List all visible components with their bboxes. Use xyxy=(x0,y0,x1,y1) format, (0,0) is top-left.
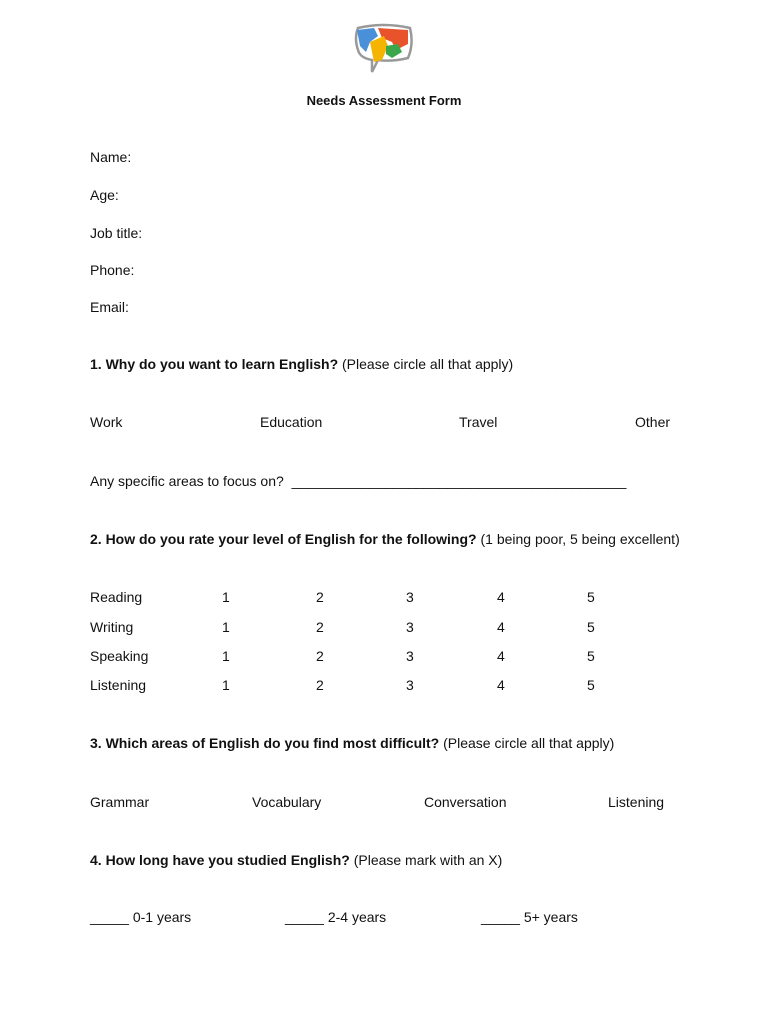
rating-option[interactable]: 2 xyxy=(316,648,324,664)
q1-option-work[interactable]: Work xyxy=(90,414,123,430)
name-label: Name: xyxy=(90,149,132,165)
rating-option[interactable]: 2 xyxy=(316,619,324,635)
rating-option[interactable]: 3 xyxy=(406,619,414,635)
job-title-label: Job title: xyxy=(90,225,143,241)
q1-option-education[interactable]: Education xyxy=(260,414,323,430)
rating-option[interactable]: 2 xyxy=(316,677,324,693)
skill-label: Reading xyxy=(90,589,143,605)
logo-world-speech-bubble-icon xyxy=(352,22,416,74)
rating-option[interactable]: 4 xyxy=(497,648,505,664)
rating-option[interactable]: 1 xyxy=(222,589,230,605)
q3-option-vocabulary[interactable]: Vocabulary xyxy=(252,794,322,810)
rating-option[interactable]: 3 xyxy=(406,589,414,605)
rating-option[interactable]: 3 xyxy=(406,648,414,664)
focus-areas-field[interactable]: Any specific areas to focus on? ___________________________________________ xyxy=(90,473,627,489)
question-1: 1. Why do you want to learn English? (Please circle all that apply) xyxy=(90,356,514,372)
skill-label: Listening xyxy=(90,677,147,693)
q3-option-listening[interactable]: Listening xyxy=(608,794,665,810)
q1-option-travel[interactable]: Travel xyxy=(459,414,498,430)
phone-label: Phone: xyxy=(90,262,135,278)
q4-option-0-1-years[interactable]: _____ 0-1 years xyxy=(90,909,192,925)
age-label: Age: xyxy=(90,187,119,203)
rating-option[interactable]: 5 xyxy=(587,677,595,693)
rating-option[interactable]: 1 xyxy=(222,648,230,664)
rating-option[interactable]: 4 xyxy=(497,589,505,605)
form-title: Needs Assessment Form xyxy=(306,93,462,108)
q3-option-conversation[interactable]: Conversation xyxy=(424,794,507,810)
q4-option-5-plus-years[interactable]: _____ 5+ years xyxy=(481,909,578,925)
rating-option[interactable]: 5 xyxy=(587,648,595,664)
rating-option[interactable]: 1 xyxy=(222,619,230,635)
q1-option-other[interactable]: Other xyxy=(635,414,671,430)
question-4: 4. How long have you studied English? (Please mark with an X) xyxy=(90,852,503,868)
rating-option[interactable]: 2 xyxy=(316,589,324,605)
rating-option[interactable]: 3 xyxy=(406,677,414,693)
rating-option[interactable]: 5 xyxy=(587,619,595,635)
rating-option[interactable]: 1 xyxy=(222,677,230,693)
rating-option[interactable]: 4 xyxy=(497,619,505,635)
email-label: Email: xyxy=(90,299,129,315)
rating-option[interactable]: 5 xyxy=(587,589,595,605)
q3-option-grammar[interactable]: Grammar xyxy=(90,794,150,810)
skill-label: Speaking xyxy=(90,648,149,664)
skill-label: Writing xyxy=(90,619,134,635)
q4-option-2-4-years[interactable]: _____ 2-4 years xyxy=(285,909,387,925)
question-3: 3. Which areas of English do you find most difficult? (Please circle all that apply) xyxy=(90,735,615,751)
rating-option[interactable]: 4 xyxy=(497,677,505,693)
question-2: 2. How do you rate your level of English for the following? (1 being poor, 5 being excellent) xyxy=(90,531,680,547)
